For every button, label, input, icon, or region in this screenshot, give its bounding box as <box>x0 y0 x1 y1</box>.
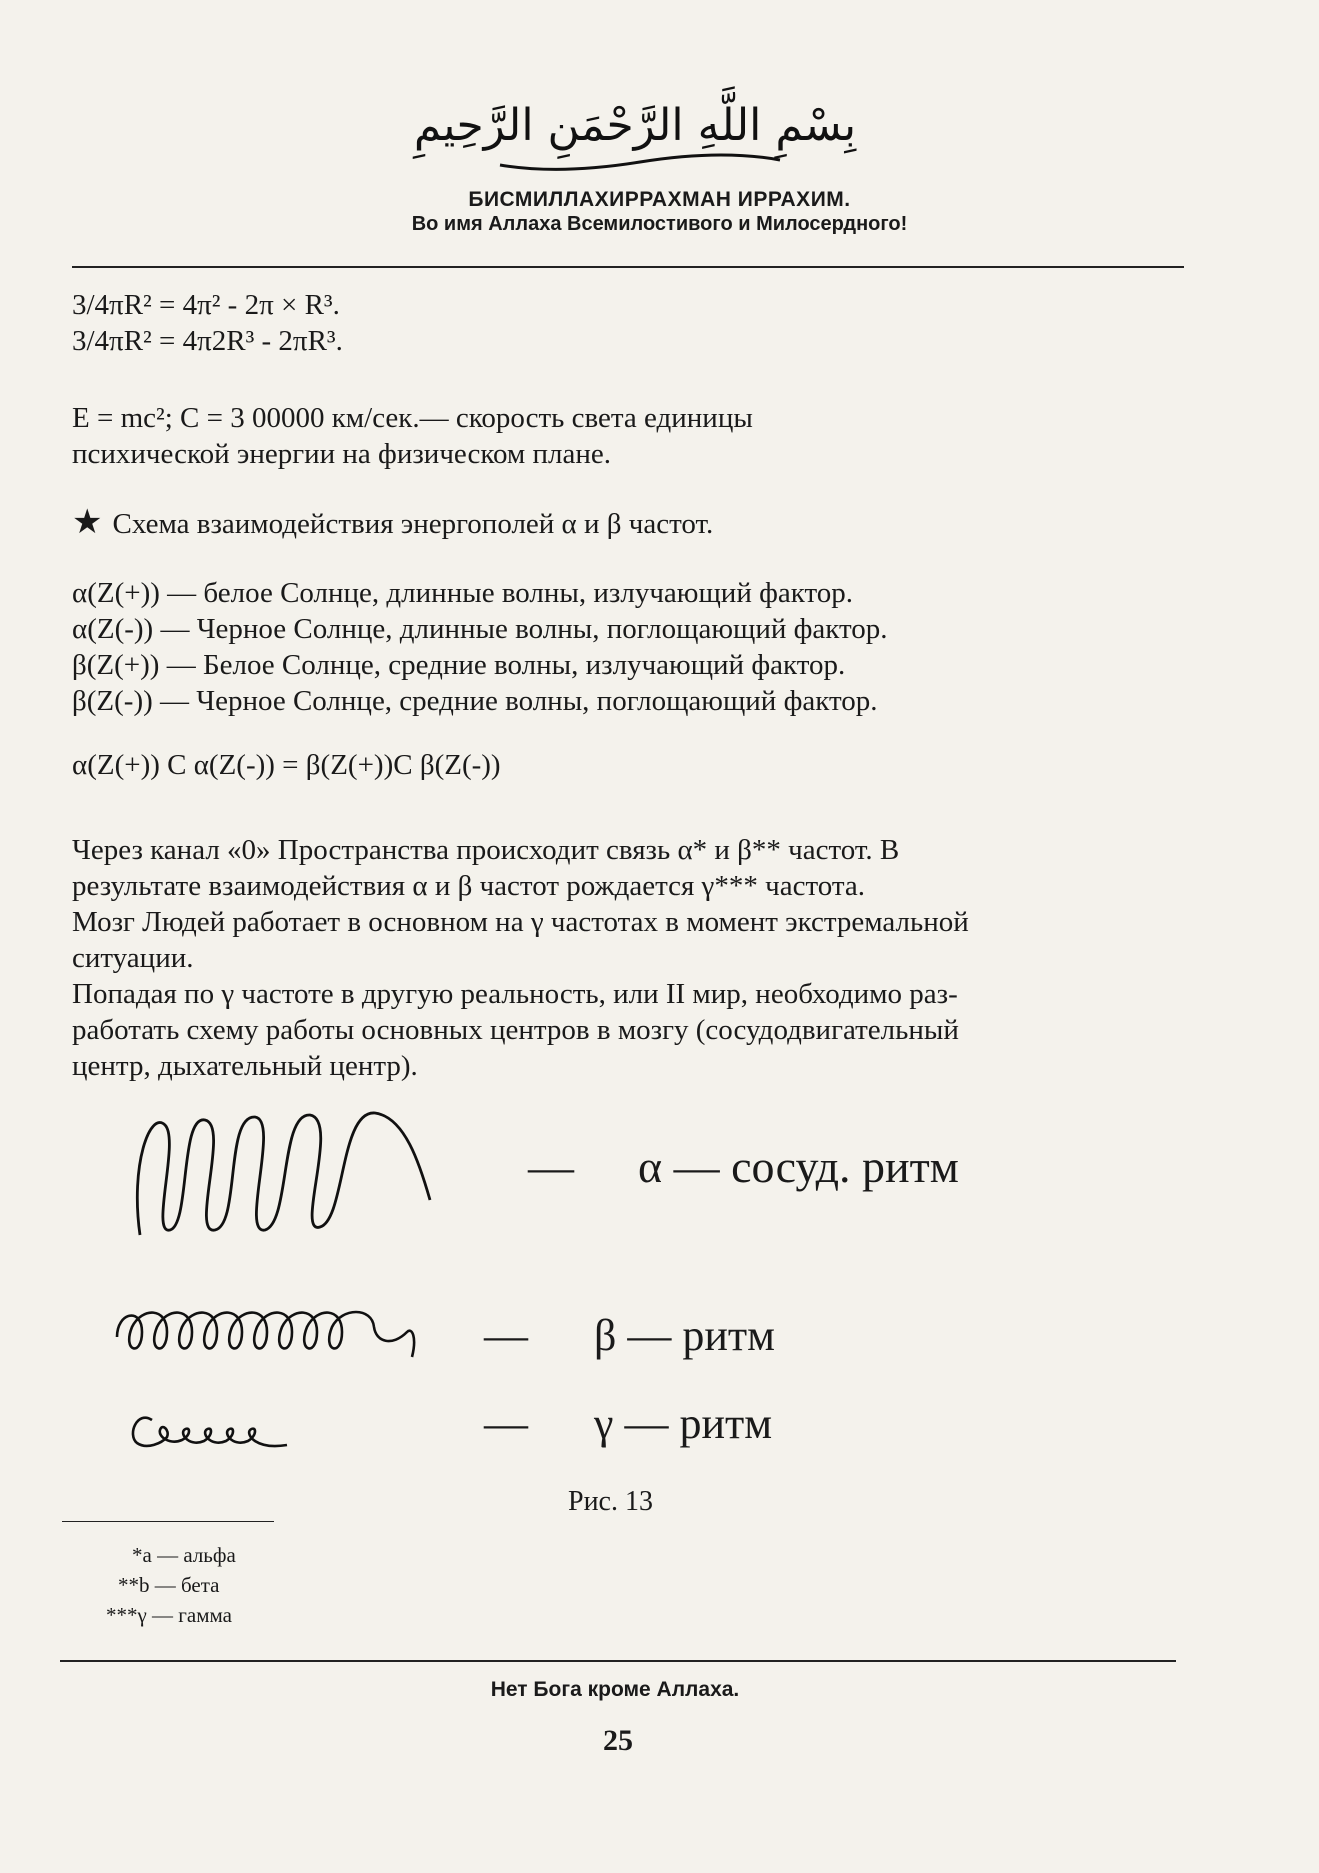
formula-line: 3/4πR² = 4π² - 2π × R³. <box>72 289 340 321</box>
star-icon: ★ <box>72 504 103 541</box>
energy-block <box>72 400 1184 472</box>
rhythm-gamma <box>484 1398 772 1449</box>
rhythm-beta <box>484 1310 775 1361</box>
rhythm-label: β — ритм <box>594 1311 776 1360</box>
header-title: БИСМИЛЛАХИРРАХМАН ИРРАХИМ. <box>468 188 851 211</box>
energy-line: психической энергии на физическом плане. <box>72 438 612 470</box>
paragraph-line: Мозг Людей работает в основном на γ частотах в момент экстремальной <box>72 906 969 938</box>
formula-block <box>72 287 1184 359</box>
footnote-item: *а — альфа <box>132 1543 236 1567</box>
energy-line: E = mc²; C = 3 00000 км/сек.— скорость света единицы <box>72 402 753 434</box>
paragraph-line: Через канал «0» Пространства происходит связь α* и β** частот. В <box>72 834 900 866</box>
equation: α(Z(+)) С α(Z(-)) = β(Z(+))С β(Z(-)) <box>72 749 501 781</box>
paragraph-line: ситуации. <box>72 942 194 974</box>
factor-item: α(Z(-)) — Черное Солнце, длинные волны, поглощающий фактор. <box>72 613 888 645</box>
paragraph-line: Попадая по γ частоте в другую реальность, или II мир, необходимо раз- <box>72 978 958 1010</box>
arabic-text: بِسْمِ اللَّهِ الرَّحْمَنِ الرَّحِيمِ <box>413 100 857 151</box>
paragraph-channel <box>72 832 1184 1084</box>
paragraph-line: центр, дыхательный центр). <box>72 1050 418 1082</box>
bismillah-calligraphy <box>413 70 857 180</box>
rhythm-alpha <box>528 1140 959 1193</box>
footer-divider <box>60 1660 1176 1662</box>
footnote-item: ***γ — гамма <box>106 1603 232 1627</box>
factor-item: β(Z(+)) — Белое Солнце, средние волны, излучающий фактор. <box>72 649 846 681</box>
footnotes <box>100 1540 236 1630</box>
factor-item: α(Z(+)) — белое Солнце, длинные волны, излучающий фактор. <box>72 577 854 609</box>
alpha-rhythm-squiggle <box>130 1105 440 1245</box>
rhythm-label: α — сосуд. ритм <box>638 1141 959 1192</box>
rhythm-label: γ — ритм <box>594 1399 773 1448</box>
footnote-divider <box>62 1521 274 1522</box>
scheme-heading <box>72 505 1184 542</box>
paragraph-line: работать схему работы основных центров в мозгу (сосудодвигательный <box>72 1014 959 1046</box>
footnote-item: **b — бета <box>118 1573 220 1597</box>
figure-caption: Рис. 13 <box>568 1486 653 1517</box>
rhythm-dash: — <box>528 1141 574 1192</box>
footer-text: Нет Бога кроме Аллаха. <box>490 1678 740 1701</box>
scheme-title: Схема взаимодействия энергополей α и β частот. <box>112 508 714 540</box>
formula-line: 3/4πR² = 4π2R³ - 2πR³. <box>72 325 343 357</box>
beta-rhythm-squiggle <box>112 1302 422 1362</box>
header-divider <box>72 266 1184 268</box>
page-number: 25 <box>603 1724 633 1757</box>
factor-list <box>72 575 1184 783</box>
header-subtitle: Во имя Аллаха Всемилостивого и Милосердного! <box>411 213 908 235</box>
factor-item: β(Z(-)) — Черное Солнце, средние волны, поглощающий фактор. <box>72 685 878 717</box>
gamma-rhythm-squiggle <box>122 1405 302 1460</box>
paragraph-line: результате взаимодействия α и β частот рождается γ*** частота. <box>72 870 866 902</box>
rhythm-dash: — <box>484 1399 528 1448</box>
rhythm-dash: — <box>484 1311 528 1360</box>
